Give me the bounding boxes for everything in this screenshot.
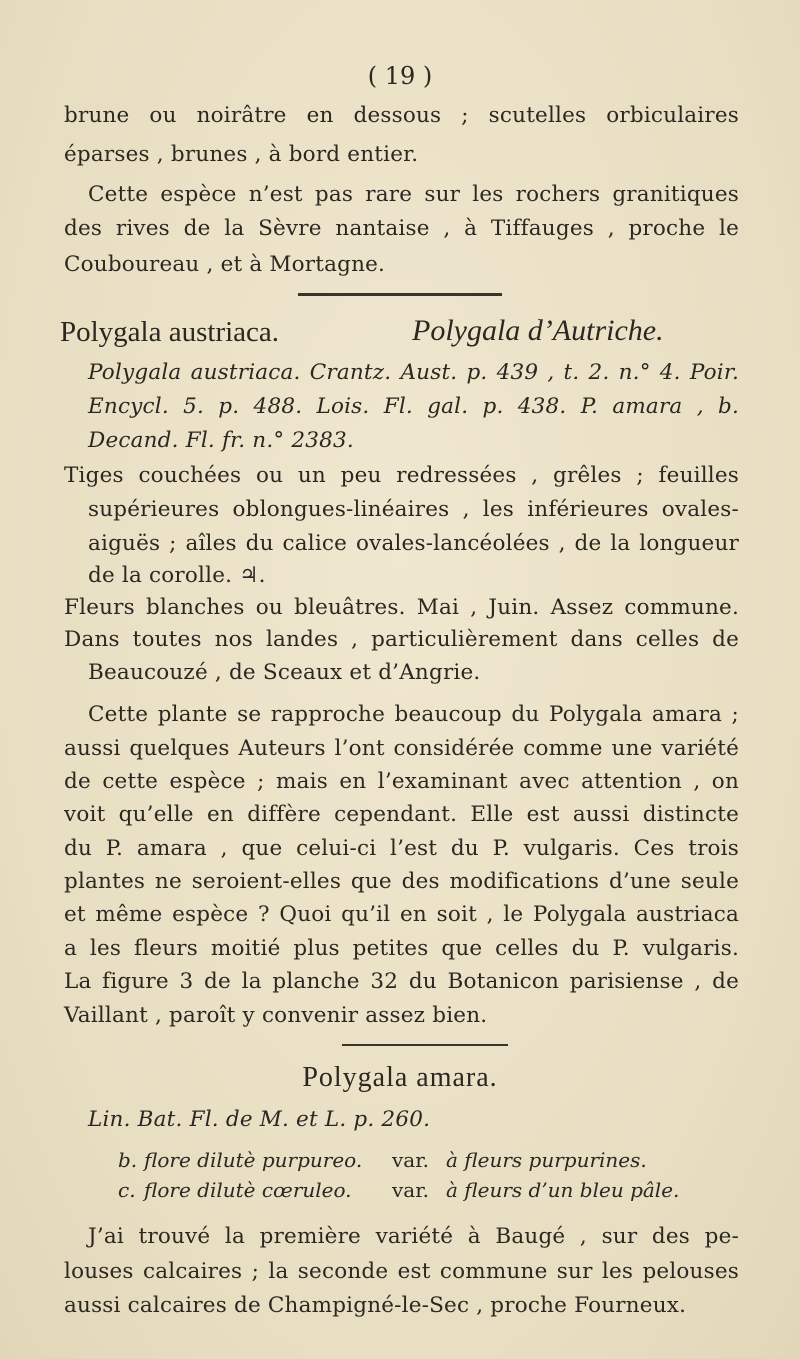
variety-latin: flore dilutè purpureo. xyxy=(144,1148,363,1172)
description-line: aiguës ; aîles du calice ovales-lancéolées , de la longueur xyxy=(88,531,739,556)
text-line: Cette espèce n’est pas rare sur les rochers granitiques xyxy=(88,182,739,207)
text-line: aussi calcaires de Champigné-le-Sec , proche Fourneux. xyxy=(64,1293,687,1318)
text-line: brune ou noirâtre en dessous ; scutelles orbiculaires xyxy=(64,103,739,128)
variety-latin: flore dilutè cœruleo. xyxy=(144,1178,352,1202)
description-line: de la corolle. ♃. xyxy=(88,563,266,588)
species-heading-french: Polygala d’Autriche. xyxy=(412,314,664,347)
text-line: de cette espèce ; mais en l’examinant avec attention , on xyxy=(64,769,739,794)
species-heading-latin: Polygala austriaca. xyxy=(60,316,280,348)
variety-french: à fleurs d’un bleu pâle. xyxy=(446,1178,680,1202)
text-line: J’ai trouvé la première variété à Baugé , sur des pe- xyxy=(88,1224,739,1249)
section-divider xyxy=(342,1044,508,1046)
synonymy-line: Encycl. 5. p. 488. Lois. Fl. gal. p. 438. P. amara , b. xyxy=(88,394,739,419)
text-line: aussi quelques Auteurs l’ont considérée comme une variété xyxy=(64,736,739,761)
text-line: La figure 3 de la planche 32 du Botanicon parisiense , de xyxy=(64,969,739,994)
synonymy-line: Lin. Bat. Fl. de M. et L. p. 260. xyxy=(88,1107,431,1132)
text-line: des rives de la Sèvre nantaise , à Tiffauges , proche le xyxy=(64,216,739,241)
text-line: louses calcaires ; la seconde est commune sur les pelouses xyxy=(64,1259,739,1284)
flowering-line: Dans toutes nos landes , particulièrement dans celles de xyxy=(64,627,739,652)
description-line: Tiges couchées ou un peu redressées , grêles ; feuilles xyxy=(64,463,739,488)
text-line: éparses , brunes , à bord entier. xyxy=(64,142,419,167)
text-line: Couboureau , et à Mortagne. xyxy=(64,252,386,277)
section-divider xyxy=(298,293,502,296)
variety-var: var. xyxy=(392,1148,429,1172)
variety-var: var. xyxy=(392,1178,429,1202)
description-line: supérieures oblongues-linéaires , les inférieures ovales- xyxy=(88,497,739,522)
flowering-line: Fleurs blanches ou bleuâtres. Mai , Juin. Assez commune. xyxy=(64,595,739,620)
synonymy-line: Decand. Fl. fr. n.° 2383. xyxy=(88,428,354,453)
text-line: Vaillant , paroît y convenir assez bien. xyxy=(64,1003,488,1028)
variety-letter: c. xyxy=(118,1178,136,1202)
variety-french: à fleurs purpurines. xyxy=(446,1148,647,1172)
text-line: a les fleurs moitié plus petites que celles du P. vulgaris. xyxy=(64,936,739,961)
text-line: Cette plante se rapproche beaucoup du Polygala amara ; xyxy=(88,702,739,727)
flowering-line: Beaucouzé , de Sceaux et d’Angrie. xyxy=(88,660,481,685)
variety-letter: b. xyxy=(118,1148,138,1172)
text-line: du P. amara , que celui-ci l’est du P. vulgaris. Ces trois xyxy=(64,836,739,861)
text-line: voit qu’elle en diffère cependant. Elle est aussi distincte xyxy=(64,802,739,827)
text-line: et même espèce ? Quoi qu’il en soit , le Polygala austriaca xyxy=(64,902,739,927)
page-number: ( 19 ) xyxy=(367,62,433,90)
synonymy-line: Polygala austriaca. Crantz. Aust. p. 439 , t. 2. n.° 4. Poir. xyxy=(88,360,739,385)
species-heading: Polygala amara. xyxy=(302,1062,498,1093)
text-line: plantes ne seroient-elles que des modifications d’une seule xyxy=(64,869,739,894)
